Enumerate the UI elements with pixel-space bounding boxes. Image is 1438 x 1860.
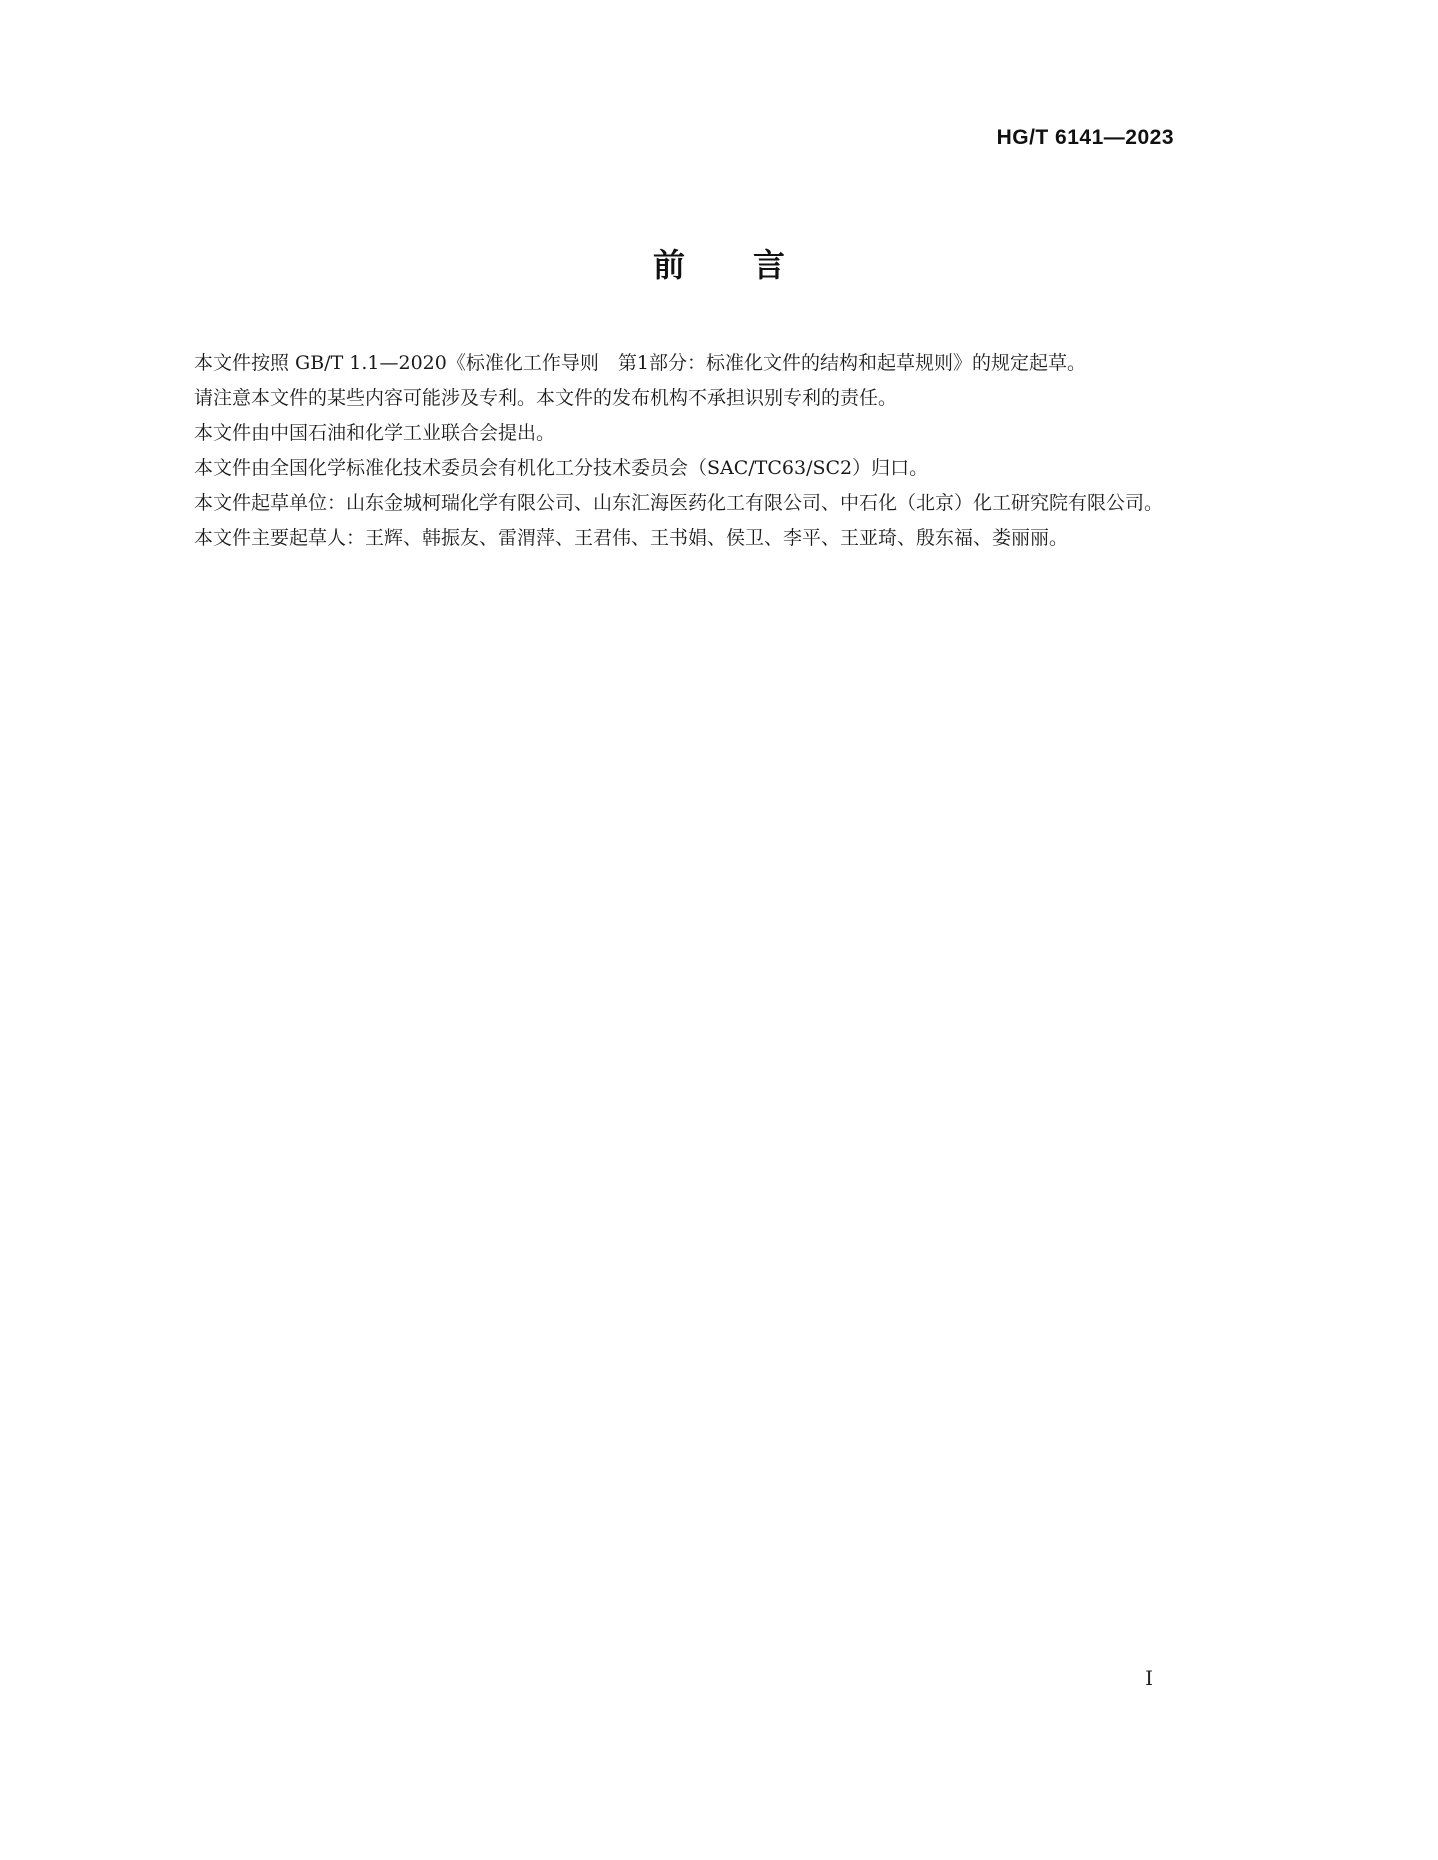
- paragraph-proposer: 本文件由中国石油和化学工业联合会提出。: [194, 422, 556, 444]
- paragraph-drafting-units: 本文件起草单位：山东金城柯瑞化学有限公司、山东汇海医药化工有限公司、中石化（北京）化工研究院有限公司。: [194, 492, 1164, 514]
- page-title: [0, 240, 1438, 286]
- paragraph-patent-notice: 请注意本文件的某些内容可能涉及专利。本文件的发布机构不承担识别专利的责任。: [194, 387, 898, 409]
- standard-code: HG/T 6141—2023: [996, 126, 1174, 149]
- foreword-body: [150, 346, 1176, 556]
- page-title-char-2: 言: [753, 246, 786, 284]
- page-title-char-1: 前: [652, 246, 685, 284]
- paragraph-drafters: 本文件主要起草人：王辉、韩振友、雷渭萍、王君伟、王书娟、侯卫、李平、王亚琦、殷东福、娄丽丽。: [194, 527, 1069, 549]
- paragraph-drafting-rules: 本文件按照 GB/T 1.1—2020《标准化工作导则 第1部分：标准化文件的结构和起草规则》的规定起草。: [194, 352, 1086, 374]
- page-number: I: [1145, 1666, 1153, 1690]
- paragraph-administrator: 本文件由全国化学标准化技术委员会有机化工分技术委员会（SAC/TC63/SC2）归口。: [194, 457, 929, 479]
